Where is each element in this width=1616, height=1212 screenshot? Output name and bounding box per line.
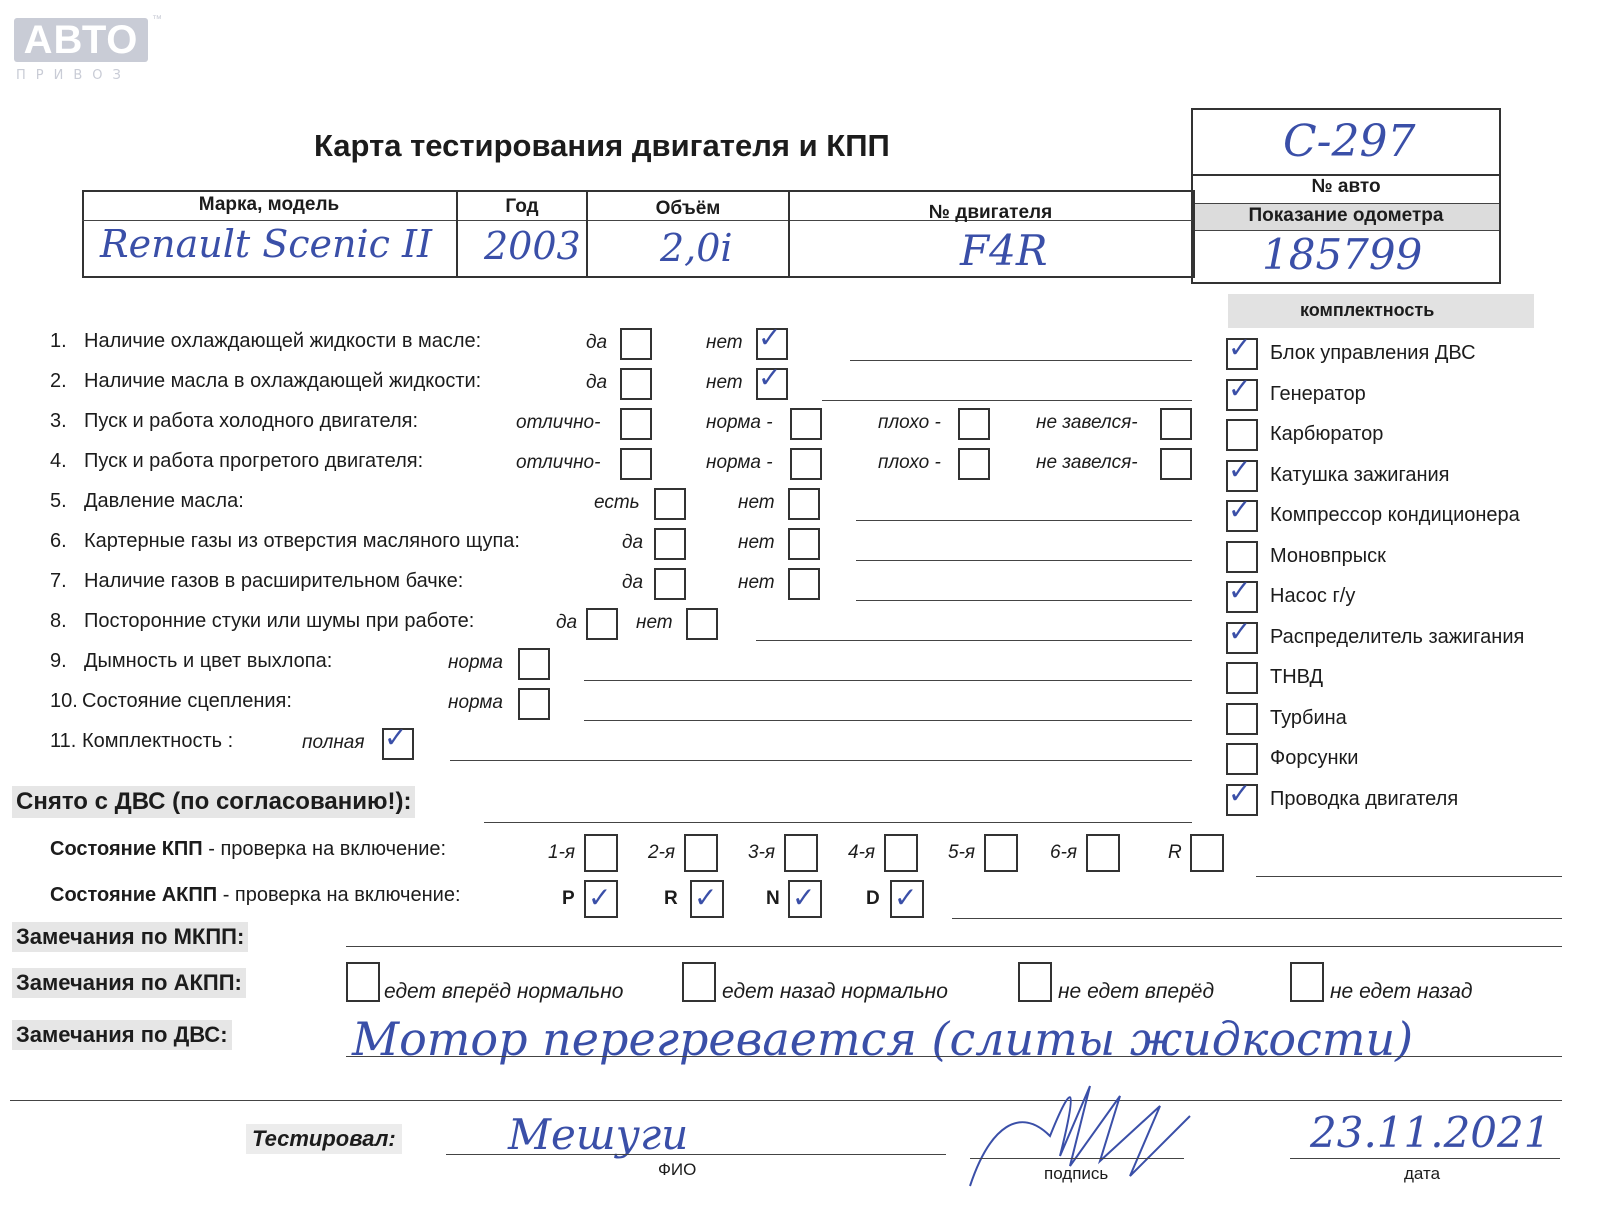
komplekt-checkbox[interactable]: [1226, 541, 1258, 573]
question-number: 2.: [50, 370, 67, 392]
gear-checkbox[interactable]: [984, 834, 1018, 872]
fio-label: ФИО: [658, 1160, 697, 1179]
date-value: 23.11.2021: [1310, 1108, 1551, 1157]
akpp-note-label: едет вперёд нормально: [384, 980, 624, 1003]
odometer-value: 185799: [1262, 230, 1423, 279]
gear-label: R: [1168, 842, 1182, 863]
tested-label: Тестировал:: [246, 1124, 402, 1154]
option-label: отлично-: [516, 452, 601, 473]
option-checkbox[interactable]: [620, 408, 652, 440]
volume-value: 2,0i: [660, 226, 733, 270]
option-checkbox[interactable]: [620, 328, 652, 360]
logo-text: АВТО: [14, 18, 148, 62]
engine-value: F4R: [960, 226, 1048, 275]
option-label: норма -: [706, 412, 773, 433]
kpp-label-rest: - проверка на включение:: [202, 838, 447, 860]
year-label: Год: [505, 196, 539, 217]
option-label: нет: [738, 572, 775, 593]
option-label: да: [622, 532, 644, 553]
question-text: Комплектность :: [82, 730, 234, 752]
dvs-notes-line[interactable]: [346, 1056, 1562, 1057]
question-number: 6.: [50, 530, 67, 552]
komplekt-item-label: Проводка двигателя: [1270, 787, 1459, 810]
kpp-label-bold: Состояние КПП: [50, 838, 203, 860]
answer-line[interactable]: [450, 760, 1192, 761]
check-mark-icon: ✓: [758, 361, 782, 394]
gear-checkbox[interactable]: [1086, 834, 1120, 872]
komplekt-checkbox[interactable]: [1226, 743, 1258, 775]
akpp-note-checkbox[interactable]: [682, 962, 716, 1002]
check-mark-icon: ✓: [1228, 452, 1252, 486]
answer-line[interactable]: [856, 600, 1192, 601]
option-label: норма: [448, 692, 503, 713]
engine-label: № двигателя: [928, 202, 1053, 223]
option-checkbox[interactable]: [788, 488, 820, 520]
answer-line[interactable]: [584, 680, 1192, 681]
check-mark-icon: ✓: [792, 881, 816, 914]
car-number-box: [1191, 108, 1501, 176]
question-number: 5.: [50, 490, 67, 512]
fio-line[interactable]: [446, 1154, 946, 1155]
option-label: да: [556, 612, 578, 633]
option-checkbox[interactable]: [788, 568, 820, 600]
option-label: норма -: [706, 452, 773, 473]
check-mark-icon: ✓: [1228, 574, 1252, 607]
dvs-notes-text: Мотор перегревается (слиты жидкости): [352, 1012, 1414, 1066]
year-value: 2003: [484, 224, 581, 268]
option-label: полная: [302, 732, 365, 753]
option-checkbox[interactable]: [790, 448, 822, 480]
option-label: плохо -: [878, 412, 941, 433]
volume-label: Объём: [655, 198, 721, 219]
gear-checkbox[interactable]: [1190, 834, 1224, 872]
gear-label: D: [866, 888, 880, 909]
kpp-label: [50, 838, 446, 861]
option-label: нет: [738, 532, 775, 553]
komplekt-item-label: Моновпрыск: [1270, 544, 1386, 567]
dvs-notes-label: Замечания по ДВС:: [12, 1020, 232, 1050]
removed-label: Снято с ДВС (по согласованию!):: [12, 786, 415, 818]
komplekt-checkbox[interactable]: [1226, 419, 1258, 451]
option-label: да: [586, 372, 608, 393]
logo: [14, 14, 162, 83]
check-mark-icon: ✓: [1228, 614, 1252, 648]
akpp-note-checkbox[interactable]: [1290, 962, 1324, 1002]
akpp-line[interactable]: [952, 918, 1562, 919]
model-label: Марка, модель: [198, 194, 340, 215]
option-checkbox[interactable]: [1160, 448, 1192, 480]
date-label: дата: [1404, 1164, 1441, 1183]
option-label: нет: [738, 492, 775, 513]
option-checkbox[interactable]: [586, 608, 618, 640]
mkpp-notes-line[interactable]: [346, 946, 1562, 947]
question-text: Пуск и работа холодного двигателя:: [84, 410, 419, 432]
option-checkbox[interactable]: [788, 528, 820, 560]
option-label: да: [622, 572, 644, 593]
gear-label: 2-я: [648, 842, 676, 863]
option-checkbox[interactable]: [518, 688, 550, 720]
question-number: 11.: [50, 730, 77, 752]
komplekt-item-label: Насос г/у: [1270, 585, 1356, 607]
option-label: да: [586, 332, 608, 353]
komplekt-checkbox[interactable]: [1226, 703, 1258, 735]
option-label: нет: [706, 372, 743, 393]
question-text: Давление масла:: [84, 490, 244, 512]
removed-line[interactable]: [484, 822, 1192, 823]
question-text: Картерные газы из отверстия масляного щупа:: [84, 530, 520, 552]
check-mark-icon: ✓: [1228, 776, 1252, 810]
option-checkbox[interactable]: [1160, 408, 1192, 440]
question-text: Состояние сцепления:: [82, 690, 292, 712]
option-checkbox[interactable]: [790, 408, 822, 440]
option-checkbox[interactable]: [620, 368, 652, 400]
question-text: Посторонние стуки или шумы при работе:: [84, 610, 475, 632]
option-label: отлично-: [516, 412, 601, 433]
option-checkbox[interactable]: [686, 608, 718, 640]
komplekt-item-label: Блок управления ДВС: [1270, 342, 1476, 364]
option-label: нет: [636, 612, 673, 633]
check-mark-icon: ✓: [894, 881, 918, 914]
answer-line[interactable]: [756, 640, 1192, 641]
answer-line[interactable]: [822, 400, 1192, 401]
check-mark-icon: ✓: [694, 881, 718, 914]
akpp-label-rest: - проверка на включение:: [217, 884, 461, 906]
akpp-note-label: не едет вперёд: [1058, 980, 1215, 1003]
option-label: норма: [448, 652, 503, 673]
question-text: Наличие масла в охлаждающей жидкости:: [84, 370, 482, 392]
komplekt-item-label: ТНВД: [1270, 666, 1324, 688]
komplekt-item-label: Генератор: [1270, 382, 1366, 405]
gear-label: P: [562, 888, 575, 909]
akpp-label-bold: Состояние АКПП: [50, 884, 218, 906]
car-number-value: С-297: [1283, 116, 1416, 167]
akpp-label: [50, 884, 461, 907]
option-label: не завелся-: [1036, 452, 1138, 473]
gear-checkbox[interactable]: [584, 834, 618, 872]
gear-label: 5-я: [948, 842, 976, 863]
option-checkbox[interactable]: [654, 488, 686, 520]
kpp-line[interactable]: [1256, 876, 1562, 877]
komplekt-item-label: Компрессор кондиционера: [1270, 504, 1520, 526]
komplekt-checkbox[interactable]: [1226, 662, 1258, 694]
option-checkbox[interactable]: [620, 448, 652, 480]
question-text: Пуск и работа прогретого двигателя:: [84, 450, 424, 472]
gear-label: 6-я: [1050, 842, 1078, 863]
question-number: 9.: [50, 650, 67, 672]
gear-checkbox[interactable]: [884, 834, 918, 872]
option-label: плохо -: [878, 452, 941, 473]
check-mark-icon: ✓: [1228, 371, 1252, 405]
answer-line[interactable]: [856, 520, 1192, 521]
komplekt-item-label: Турбина: [1270, 706, 1347, 729]
komplekt-item-label: Катушка зажигания: [1270, 463, 1450, 486]
car-number-label: № авто: [1311, 176, 1381, 197]
answer-line[interactable]: [850, 360, 1192, 361]
akpp-notes-label: Замечания по АКПП:: [12, 968, 246, 998]
gear-label: 3-я: [748, 842, 776, 863]
option-label: нет: [706, 332, 743, 353]
option-checkbox[interactable]: [518, 648, 550, 680]
divider-line: [10, 1100, 1562, 1101]
komplekt-item-label: Распределитель зажигания: [1270, 625, 1525, 648]
option-checkbox[interactable]: [958, 448, 990, 480]
akpp-note-checkbox[interactable]: [346, 962, 380, 1002]
question-number: 8.: [50, 610, 67, 632]
akpp-note-label: не едет назад: [1330, 980, 1473, 1003]
question-number: 3.: [50, 410, 67, 432]
check-mark-icon: ✓: [588, 881, 612, 914]
check-mark-icon: ✓: [384, 721, 408, 754]
komplekt-title: комплектность: [1300, 300, 1435, 320]
signature-line[interactable]: [970, 1158, 1184, 1159]
gear-label: 4-я: [848, 842, 876, 863]
komplekt-item-label: Карбюратор: [1270, 423, 1384, 445]
option-label: не завелся-: [1036, 412, 1138, 433]
mkpp-notes-label: Замечания по МКПП:: [12, 922, 248, 952]
komplekt-item-label: Форсунки: [1270, 747, 1359, 769]
question-text: Наличие охлаждающей жидкости в масле:: [84, 330, 482, 352]
answer-line[interactable]: [584, 720, 1192, 721]
question-text: Дымность и цвет выхлопа:: [84, 650, 333, 672]
date-line[interactable]: [1290, 1158, 1560, 1159]
gear-label: 1-я: [548, 842, 576, 863]
check-mark-icon: ✓: [1228, 331, 1252, 364]
option-checkbox[interactable]: [958, 408, 990, 440]
gear-label: R: [664, 888, 678, 909]
logo-subtext: ПРИВОЗ: [16, 68, 131, 83]
check-mark-icon: ✓: [1228, 493, 1252, 526]
check-mark-icon: ✓: [758, 321, 782, 354]
akpp-note-label: едет назад нормально: [722, 980, 948, 1003]
gear-label: N: [766, 888, 780, 909]
signature-label: подпись: [1044, 1164, 1109, 1183]
question-text: Наличие газов в расширительном бачке:: [84, 570, 464, 592]
option-label: есть: [594, 492, 640, 513]
trademark: ™: [152, 14, 162, 25]
model-value: Renault Scenic II: [100, 222, 433, 266]
question-number: 1.: [50, 330, 67, 352]
gear-checkbox[interactable]: [784, 834, 818, 872]
option-checkbox[interactable]: [654, 528, 686, 560]
page-title: Карта тестирования двигателя и КПП: [314, 128, 890, 163]
akpp-note-checkbox[interactable]: [1018, 962, 1052, 1002]
question-number: 10.: [50, 690, 78, 712]
gear-checkbox[interactable]: [684, 834, 718, 872]
question-number: 7.: [50, 570, 67, 592]
option-checkbox[interactable]: [654, 568, 686, 600]
fio-value: Мешуги: [508, 1110, 689, 1159]
odometer-label: Показание одометра: [1248, 205, 1444, 226]
answer-line[interactable]: [856, 560, 1192, 561]
question-number: 4.: [50, 450, 67, 472]
